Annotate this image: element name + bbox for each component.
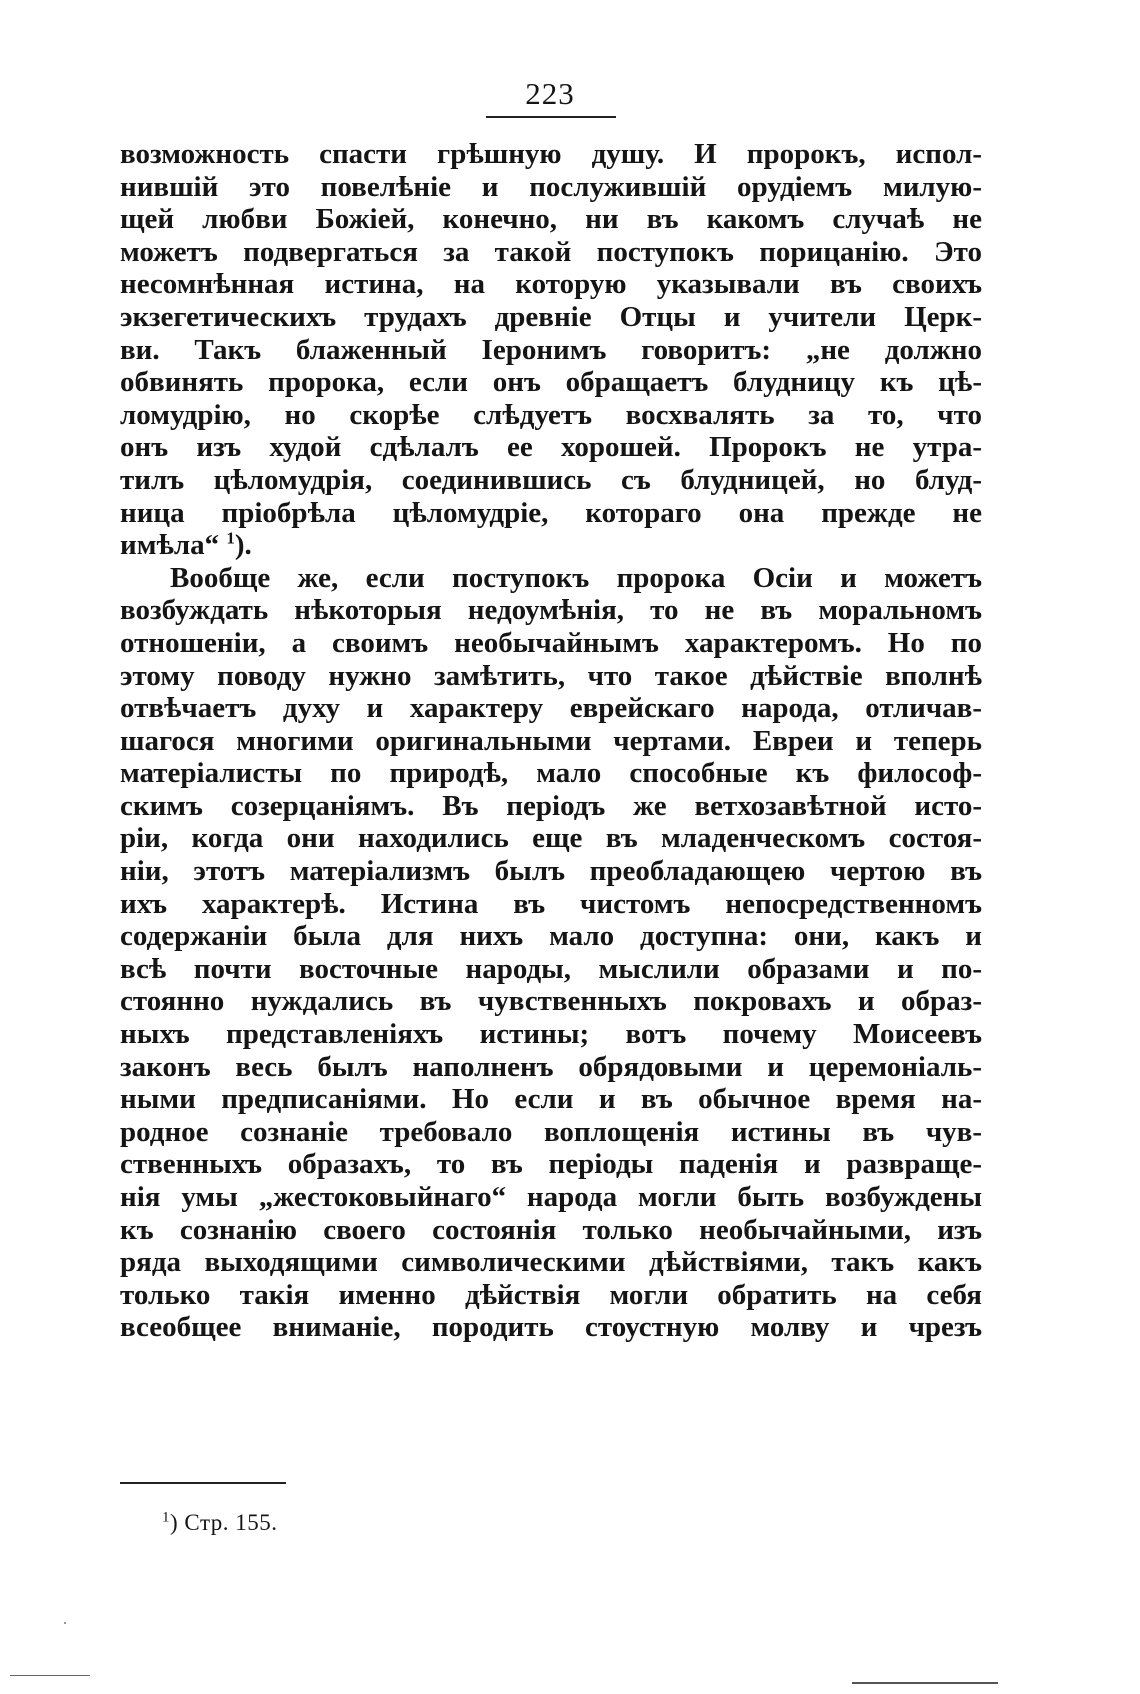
text-line: нившій это повелѣніе и послужившій орудіемъ милую- [120,170,982,203]
text-line: отвѣчаетъ духу и характеру еврейскаго народа, отличав- [120,692,982,725]
text-line: ломудрію, но скорѣе слѣдуетъ восхвалять за то, что [120,398,982,431]
text-line: всѣ почти восточные народы, мыслили образами и по- [120,952,982,985]
text-line: Вообще же, если поступокъ пророка Осіи и можетъ [170,561,982,594]
text-line: ихъ характерѣ. Истина въ чистомъ непосредственномъ [120,887,982,920]
text-line: обвинять пророка, если онъ обращаетъ блудницу къ цѣ- [120,366,982,399]
text-line: несомнѣнная истина, на которую указывали въ своихъ [120,268,982,301]
text-line: этому поводу нужно замѣтить, что такое дѣйствіе вполнѣ [120,659,982,692]
text-line: нія умы „жестоковыйнаго“ народа могли быть возбуждены [120,1181,982,1213]
text-line: родное сознаніе требовало воплощенія истины въ чув- [120,1115,982,1148]
text-line: щей любви Божіей, конечно, ни въ какомъ случаѣ не [120,203,982,236]
page-number-rule [486,116,616,118]
text-line: законъ весь былъ наполненъ обрядовыми и церемоніаль- [120,1050,982,1083]
text-line: содержаніи была для нихъ мало доступна: они, какъ и [120,920,982,953]
text-line: онъ изъ худой сдѣлалъ ее хорошей. Пророкъ не утра- [120,431,982,464]
footnote-text: ) Стр. 155. [170,1510,278,1535]
text-line: ніи, этотъ матеріализмъ былъ преобладающею чертою въ [120,855,982,888]
footnote-reference-tail: ). [234,529,252,562]
text-line: ница пріобрѣла цѣломудріе, котораго она прежде не [120,496,982,529]
text-line: матеріалисты по природѣ, мало способные къ философ- [120,757,982,790]
page-number: 223 [525,76,575,111]
text-line: экзегетическихъ трудахъ древніе Отцы и учители Церк- [120,300,982,333]
text-line: возбуждать нѣкоторыя недоумѣнія, то не въ моральномъ [120,594,982,627]
text-line: ви. Такъ блаженный Іеронимъ говоритъ: „не должно [120,333,982,366]
text-line: ріи, когда они находились еще въ младенческомъ состоя- [120,822,982,855]
footnote-mark: 1 [162,1509,170,1526]
text-line: возможность спасти грѣшную душу. И пророкъ, испол- [120,138,982,170]
text-line: ныхъ представленіяхъ истины; вотъ почему Моисеевъ [120,1018,982,1051]
scan-edge-mark-right [852,1682,998,1684]
text-line: всеобщее вниманіе, породить стоустную молву и чрезъ [120,1311,982,1344]
scan-edge-mark-left [10,1675,90,1676]
text-line-with-footnote-ref [120,529,982,562]
body-text [120,138,982,1344]
text-line: отношеніи, а своимъ необычайнымъ характеромъ. Но по [120,626,982,659]
footnote [162,1508,278,1538]
text-line: шагося многими оригинальными чертами. Евреи и теперь [120,724,982,757]
text-line: къ сознанію своего состоянія только необычайными, изъ [120,1213,982,1246]
scan-speck [64,1622,66,1624]
text-line: ственныхъ образахъ, то въ періоды паденія и развраще- [120,1148,982,1181]
text-line: тилъ цѣломудрія, соединившись съ блудницей, но блуд- [120,463,982,496]
text-line: ряда выходящими символическими дѣйствіями, такъ какъ [120,1246,982,1279]
text-line-start: имѣла“ [120,529,220,562]
footnote-reference: 1 [226,529,235,548]
text-line: скимъ созерцаніямъ. Въ періодъ же ветхозавѣтной исто- [120,789,982,822]
text-line: стоянно нуждались въ чувственныхъ покровахъ и образ- [120,985,982,1018]
text-line: только такія именно дѣйствія могли обратить на себя [120,1278,982,1311]
text-line: ными предписаніями. Но если и въ обычное время на- [120,1083,982,1116]
text-line: можетъ подвергаться за такой поступокъ порицанію. Это [120,235,982,268]
footnote-separator [120,1482,286,1484]
